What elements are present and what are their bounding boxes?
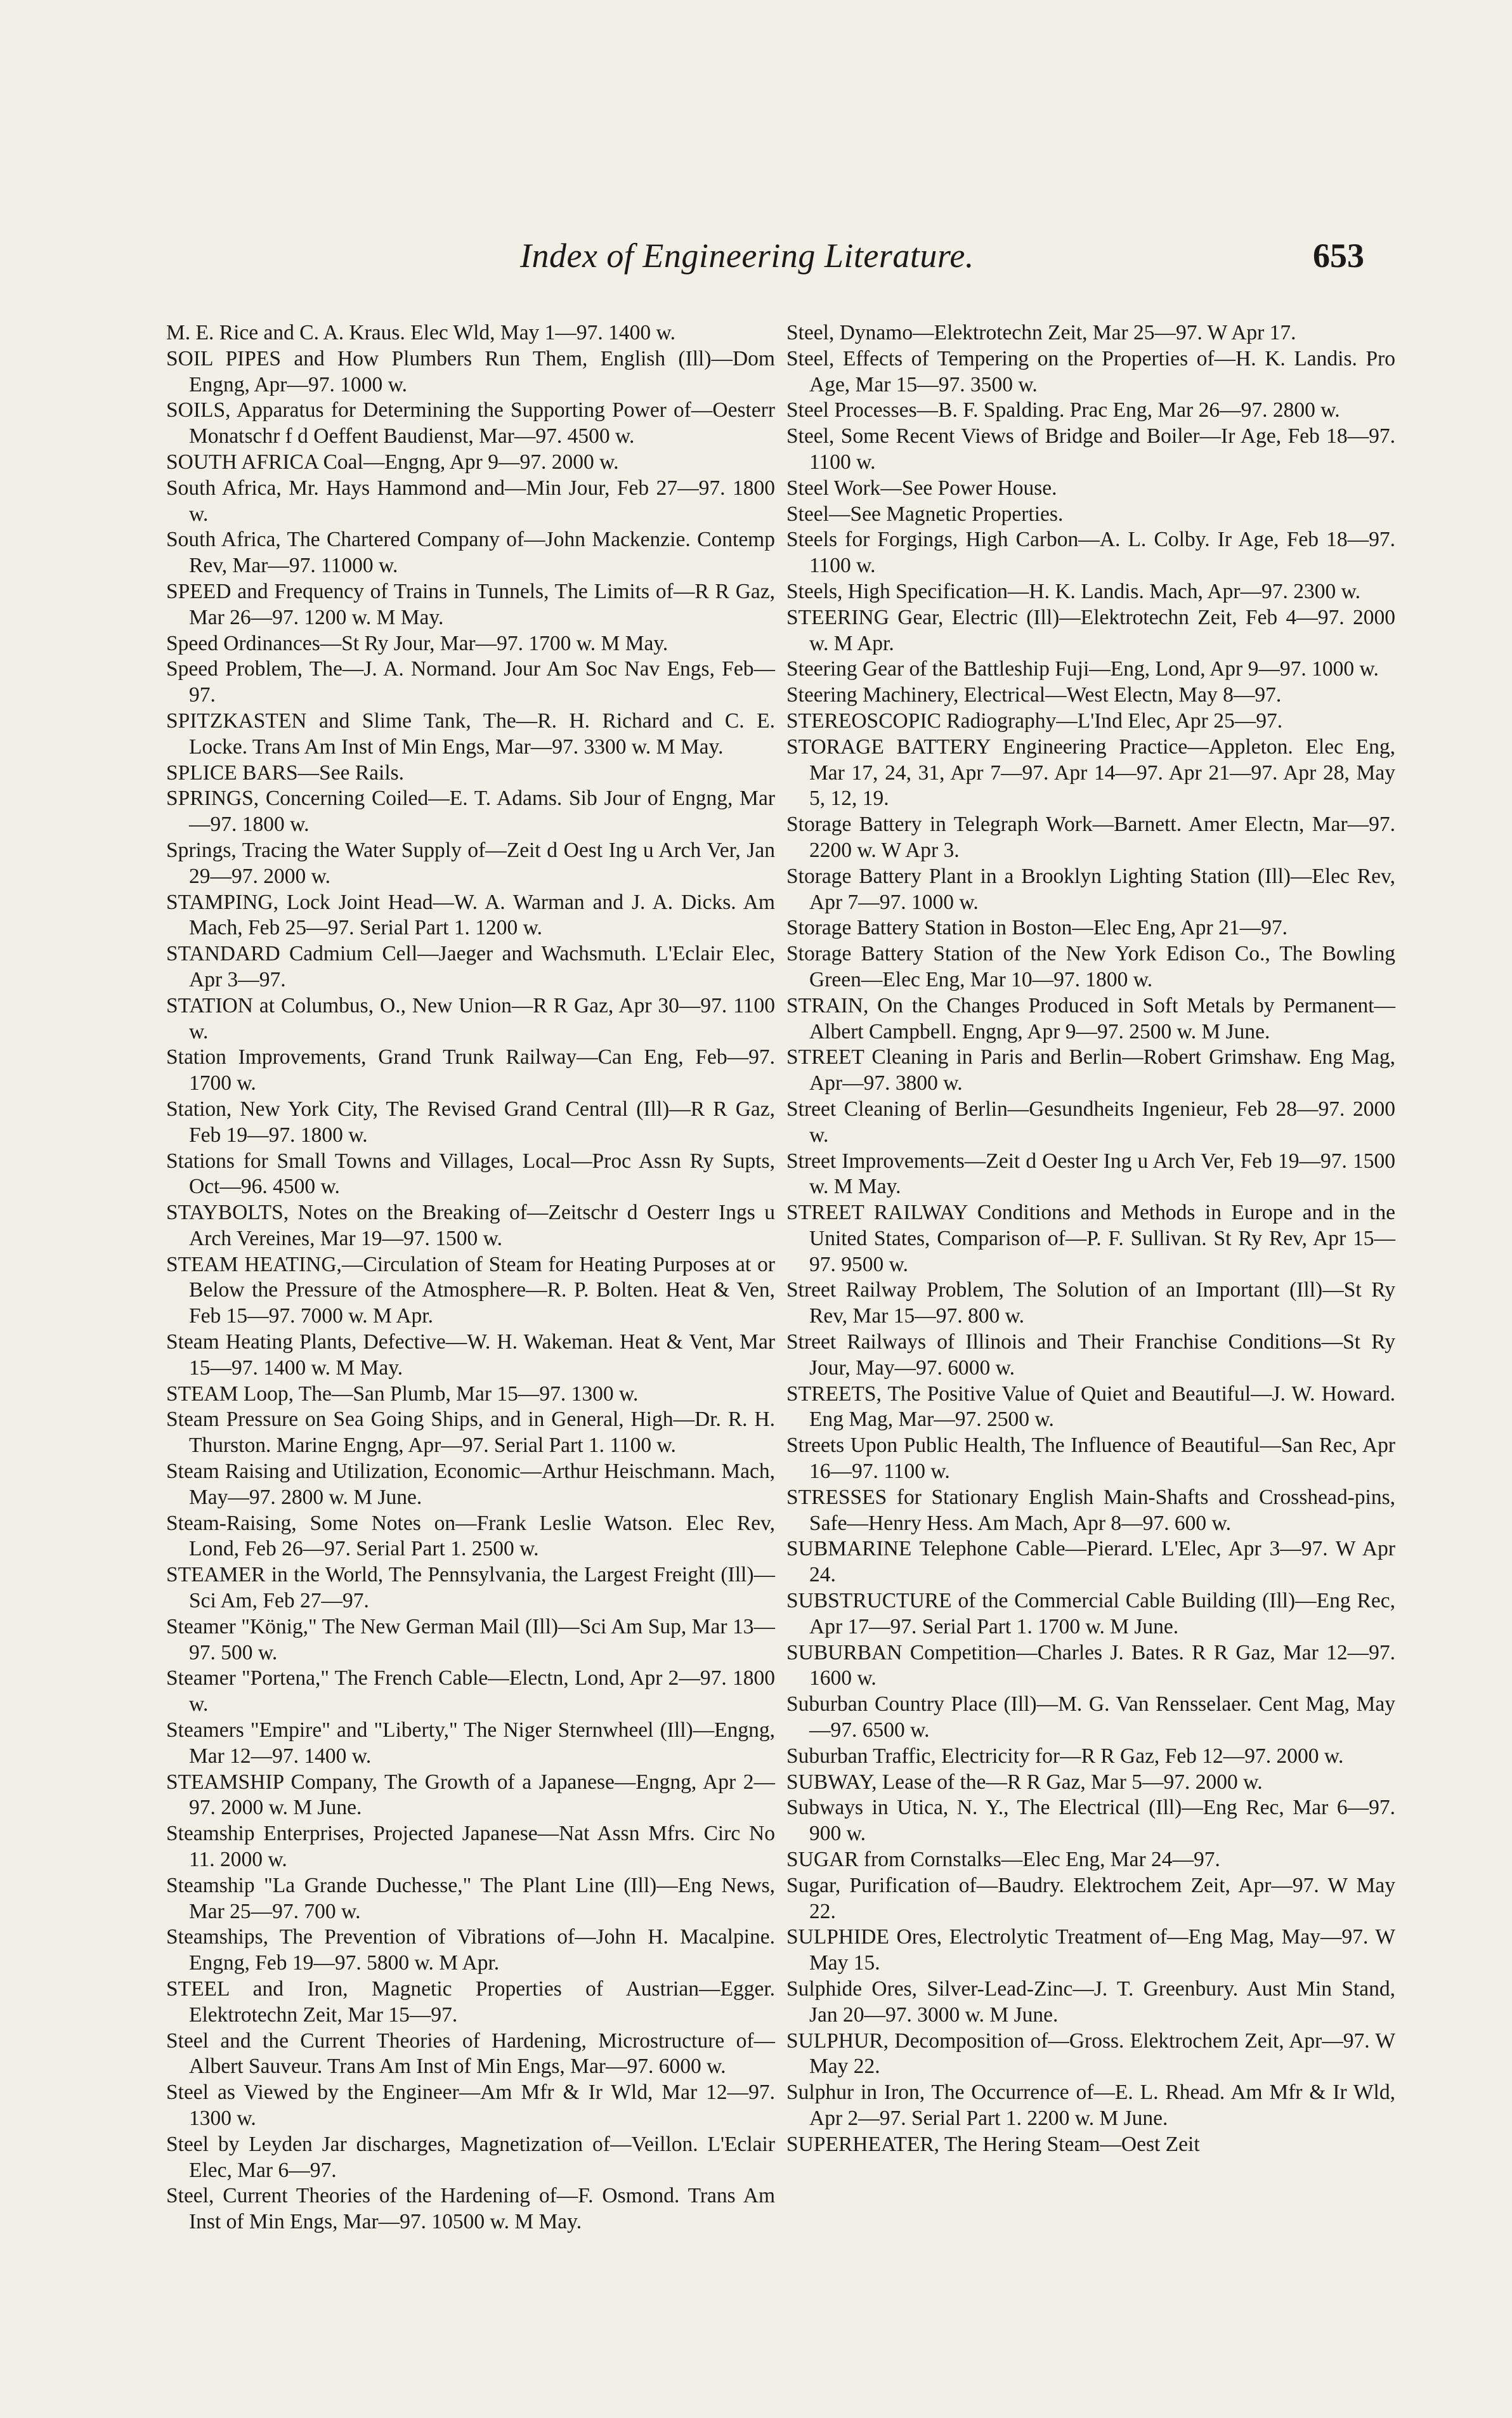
index-entry: SPEED and Frequency of Trains in Tunnels, The Limits of—R R Gaz, Mar 26—97. 1200 w. M May. xyxy=(166,579,775,629)
index-entry: Steering Gear of the Battleship Fuji—Eng, Lond, Apr 9—97. 1000 w. xyxy=(786,657,1379,681)
index-entry: Suburban Country Place (Ill)—M. G. Van Rensselaer. Cent Mag, May—97. 6500 w. xyxy=(786,1692,1395,1742)
index-entry: STEREOSCOPIC Radiography—L'Ind Elec, Apr 25—97. xyxy=(786,709,1283,733)
index-entry: Station Improvements, Grand Trunk Railway—Can Eng, Feb—97. 1700 w. xyxy=(166,1045,775,1095)
index-entry: Steel as Viewed by the Engineer—Am Mfr & Ir Wld, Mar 12—97. 1300 w. xyxy=(166,2081,775,2130)
index-entry: STREETS, The Positive Value of Quiet and Beautiful—J. W. Howard. Eng Mag, Mar—97. 2500 w. xyxy=(786,1382,1395,1432)
index-entry: Steel Work—See Power House. xyxy=(786,476,1057,500)
index-entry: Steel Processes—B. F. Spalding. Prac Eng, Mar 26—97. 2800 w. xyxy=(786,398,1340,422)
index-entry: Steel and the Current Theories of Hardening, Microstructure of—Albert Sauveur. Trans Am Inst of Min Engs, Mar—97. 6000 w. xyxy=(166,2029,775,2079)
index-entry: SPLICE BARS—See Rails. xyxy=(166,761,405,785)
index-entry: STRESSES for Stationary English Main-Shafts and Crosshead-pins, Safe—Henry Hess. Am Mach, Apr 8—97. 600 w. xyxy=(786,1485,1395,1535)
index-entry: Steamship Enterprises, Projected Japanese—Nat Assn Mfrs. Circ No 11. 2000 w. xyxy=(166,1822,775,1872)
index-entry: STATION at Columbus, O., New Union—R R Gaz, Apr 30—97. 1100 w. xyxy=(166,993,775,1043)
index-entry: SPITZKASTEN and Slime Tank, The—R. H. Richard and C. E. Locke. Trans Am Inst of Min Engs, Mar—97. 3300 w. M May. xyxy=(166,709,775,759)
index-entry: M. E. Rice and C. A. Kraus. Elec Wld, May 1—97. 1400 w. xyxy=(166,321,675,344)
index-entry: STRAIN, On the Changes Produced in Soft Metals by Permanent—Albert Campbell. Engng, Apr 9—97. 2500 w. M June. xyxy=(786,993,1395,1043)
index-entry: Street Railways of Illinois and Their Franchise Conditions—St Ry Jour, May—97. 6000 w. xyxy=(786,1330,1395,1380)
index-entry: Steel, Effects of Tempering on the Properties of—H. K. Landis. Pro Age, Mar 15—97. 3500 w. xyxy=(786,346,1395,396)
index-entry: Steam Pressure on Sea Going Ships, and in General, High—Dr. R. H. Thurston. Marine Engng, Apr—97. Serial Part 1. 1100 w. xyxy=(166,1408,775,1458)
running-title: Index of Engineering Literature. xyxy=(520,237,974,275)
index-entry: Storage Battery Station of the New York Edison Co., The Bowling Green—Elec Eng, Mar 10—97. 1800 w. xyxy=(786,942,1395,991)
index-entry: Storage Battery in Telegraph Work—Barnett. Amer Electn, Mar—97. 2200 w. W Apr 3. xyxy=(786,813,1395,862)
index-entry: STEAMSHIP Company, The Growth of a Japanese—Engng, Apr 2—97. 2000 w. M June. xyxy=(166,1770,775,1820)
index-entry: STAMPING, Lock Joint Head—W. A. Warman and J. A. Dicks. Am Mach, Feb 25—97. Serial Part 1. 1200 w. xyxy=(166,890,775,940)
index-entry: SPRINGS, Concerning Coiled—E. T. Adams. Sib Jour of Engng, Mar—97. 1800 w. xyxy=(166,787,775,837)
index-entry: SUGAR from Cornstalks—Elec Eng, Mar 24—97. xyxy=(786,1848,1220,1872)
index-entry: Steamer "Portena," The French Cable—Electn, Lond, Apr 2—97. 1800 w. xyxy=(166,1666,775,1716)
index-entry: Steel by Leyden Jar discharges, Magnetization of—Veillon. L'Eclair Elec, Mar 6—97. xyxy=(166,2132,775,2182)
index-entry: Steering Machinery, Electrical—West Electn, May 8—97. xyxy=(786,683,1282,707)
index-entry: STORAGE BATTERY Engineering Practice—Appleton. Elec Eng, Mar 17, 24, 31, Apr 7—97. Apr 14—97. Apr 21—97. Apr 28, May 5, 12, 19. xyxy=(786,735,1395,811)
index-entry: Steel, Some Recent Views of Bridge and Boiler—Ir Age, Feb 18—97. 1100 w. xyxy=(786,424,1395,474)
index-entry: Suburban Traffic, Electricity for—R R Gaz, Feb 12—97. 2000 w. xyxy=(786,1744,1344,1768)
right-column xyxy=(786,320,1395,2158)
index-entry: SULPHIDE Ores, Electrolytic Treatment of—Eng Mag, May—97. W May 15. xyxy=(786,1925,1395,1975)
index-entry: STREET Cleaning in Paris and Berlin—Robert Grimshaw. Eng Mag, Apr—97. 3800 w. xyxy=(786,1045,1395,1095)
running-header xyxy=(0,236,1512,287)
index-entry: Street Railway Problem, The Solution of an Important (Ill)—St Ry Rev, Mar 15—97. 800 w. xyxy=(786,1278,1395,1328)
index-entry: Sulphide Ores, Silver-Lead-Zinc—J. T. Greenbury. Aust Min Stand, Jan 20—97. 3000 w. M June. xyxy=(786,1977,1395,2027)
index-entry: Sugar, Purification of—Baudry. Elektrochem Zeit, Apr—97. W May 22. xyxy=(786,1873,1395,1923)
index-entry: SUPERHEATER, The Hering Steam—Oest Zeit xyxy=(786,2132,1200,2156)
index-entry: SOIL PIPES and How Plumbers Run Them, English (Ill)—Dom Engng, Apr—97. 1000 w. xyxy=(166,346,775,396)
left-column xyxy=(166,320,775,2235)
index-entry: Storage Battery Station in Boston—Elec Eng, Apr 21—97. xyxy=(786,916,1287,940)
index-entry: Station, New York City, The Revised Grand Central (Ill)—R R Gaz, Feb 19—97. 1800 w. xyxy=(166,1097,775,1147)
index-entry: Storage Battery Plant in a Brooklyn Lighting Station (Ill)—Elec Rev, Apr 7—97. 1000 w. xyxy=(786,864,1395,914)
index-entry: Speed Problem, The—J. A. Normand. Jour Am Soc Nav Engs, Feb—97. xyxy=(166,657,775,707)
index-entry: Steam Heating Plants, Defective—W. H. Wakeman. Heat & Vent, Mar 15—97. 1400 w. M May. xyxy=(166,1330,775,1380)
index-entry: Springs, Tracing the Water Supply of—Zeit d Oest Ing u Arch Ver, Jan 29—97. 2000 w. xyxy=(166,838,775,888)
index-entry: SOILS, Apparatus for Determining the Supporting Power of—Oesterr Monatschr f d Oeffent Baudienst, Mar—97. 4500 w. xyxy=(166,398,775,448)
index-entry: Sulphur in Iron, The Occurrence of—E. L. Rhead. Am Mfr & Ir Wld, Apr 2—97. Serial Part 1. 2200 w. M June. xyxy=(786,2081,1395,2130)
index-entry: SUBWAY, Lease of the—R R Gaz, Mar 5—97. 2000 w. xyxy=(786,1770,1263,1794)
index-entry: Steels for Forgings, High Carbon—A. L. Colby. Ir Age, Feb 18—97. 1100 w. xyxy=(786,528,1395,578)
index-entry: Stations for Small Towns and Villages, Local—Proc Assn Ry Supts, Oct—96. 4500 w. xyxy=(166,1149,775,1199)
index-entry: Steel—See Magnetic Properties. xyxy=(786,502,1064,526)
index-entry: Steamships, The Prevention of Vibrations of—John H. Macalpine. Engng, Feb 19—97. 5800 w. M Apr. xyxy=(166,1925,775,1975)
index-entry: Steamship "La Grande Duchesse," The Plant Line (Ill)—Eng News, Mar 25—97. 700 w. xyxy=(166,1873,775,1923)
index-entry: Street Cleaning of Berlin—Gesundheits Ingenieur, Feb 28—97. 2000 w. xyxy=(786,1097,1395,1147)
index-entry: South Africa, The Chartered Company of—John Mackenzie. Contemp Rev, Mar—97. 11000 w. xyxy=(166,528,775,578)
index-entry: SUBURBAN Competition—Charles J. Bates. R R Gaz, Mar 12—97. 1600 w. xyxy=(786,1640,1395,1690)
index-entry: Street Improvements—Zeit d Oester Ing u Arch Ver, Feb 19—97. 1500 w. M May. xyxy=(786,1149,1395,1199)
index-entry: SOUTH AFRICA Coal—Engng, Apr 9—97. 2000 w. xyxy=(166,450,619,474)
index-entry: SULPHUR, Decomposition of—Gross. Elektrochem Zeit, Apr—97. W May 22. xyxy=(786,2029,1395,2079)
index-entry: STEERING Gear, Electric (Ill)—Elektrotechn Zeit, Feb 4—97. 2000 w. M Apr. xyxy=(786,605,1395,655)
index-entry: Streets Upon Public Health, The Influence of Beautiful—San Rec, Apr 16—97. 1100 w. xyxy=(786,1434,1395,1484)
index-entry: STANDARD Cadmium Cell—Jaeger and Wachsmuth. L'Eclair Elec, Apr 3—97. xyxy=(166,942,775,991)
index-entry: STEAM HEATING,—Circulation of Steam for Heating Purposes at or Below the Pressure of the Atmosphere—R. P. Bolten. Heat & Ven, Feb 15—97. 7000 w. M Apr. xyxy=(166,1252,775,1328)
index-entry: Steam Raising and Utilization, Economic—Arthur Heischmann. Mach, May—97. 2800 w. M June. xyxy=(166,1460,775,1509)
index-entry: Subways in Utica, N. Y., The Electrical (Ill)—Eng Rec, Mar 6—97. 900 w. xyxy=(786,1796,1395,1846)
index-entry: STREET RAILWAY Conditions and Methods in Europe and in the United States, Comparison of—P. F. Sullivan. St Ry Rev, Apr 15—97. 9500 w. xyxy=(786,1201,1395,1276)
index-entry: STEAMER in the World, The Pennsylvania, the Largest Freight (Ill)—Sci Am, Feb 27—97. xyxy=(166,1563,775,1613)
index-entry: SUBSTRUCTURE of the Commercial Cable Building (Ill)—Eng Rec, Apr 17—97. Serial Part 1. 1700 w. M June. xyxy=(786,1589,1395,1638)
index-entry: STAYBOLTS, Notes on the Breaking of—Zeitschr d Oesterr Ings u Arch Vereines, Mar 19—97. 1500 w. xyxy=(166,1201,775,1250)
index-entry: STEAM Loop, The—San Plumb, Mar 15—97. 1300 w. xyxy=(166,1382,639,1406)
index-entry: Steam-Raising, Some Notes on—Frank Leslie Watson. Elec Rev, Lond, Feb 26—97. Serial Part 1. 2500 w. xyxy=(166,1511,775,1561)
page-number: 653 xyxy=(1313,237,1364,275)
index-entry: Speed Ordinances—St Ry Jour, Mar—97. 1700 w. M May. xyxy=(166,631,668,655)
index-entry: SUBMARINE Telephone Cable—Pierard. L'Elec, Apr 3—97. W Apr 24. xyxy=(786,1537,1395,1587)
index-entry: STEEL and Iron, Magnetic Properties of Austrian—Egger. Elektrotechn Zeit, Mar 15—97. xyxy=(166,1977,775,2027)
index-entry: Steels, High Specification—H. K. Landis. Mach, Apr—97. 2300 w. xyxy=(786,579,1360,603)
index-entry: Steel, Dynamo—Elektrotechn Zeit, Mar 25—97. W Apr 17. xyxy=(786,321,1296,344)
index-entry: South Africa, Mr. Hays Hammond and—Min Jour, Feb 27—97. 1800 w. xyxy=(166,476,775,526)
index-entry: Steamers "Empire" and "Liberty," The Niger Sternwheel (Ill)—Engng, Mar 12—97. 1400 w. xyxy=(166,1718,775,1768)
index-entry: Steamer "König," The New German Mail (Ill)—Sci Am Sup, Mar 13—97. 500 w. xyxy=(166,1614,775,1664)
index-entry: Steel, Current Theories of the Hardening of—F. Osmond. Trans Am Inst of Min Engs, Mar—97. 10500 w. M May. xyxy=(166,2184,775,2234)
